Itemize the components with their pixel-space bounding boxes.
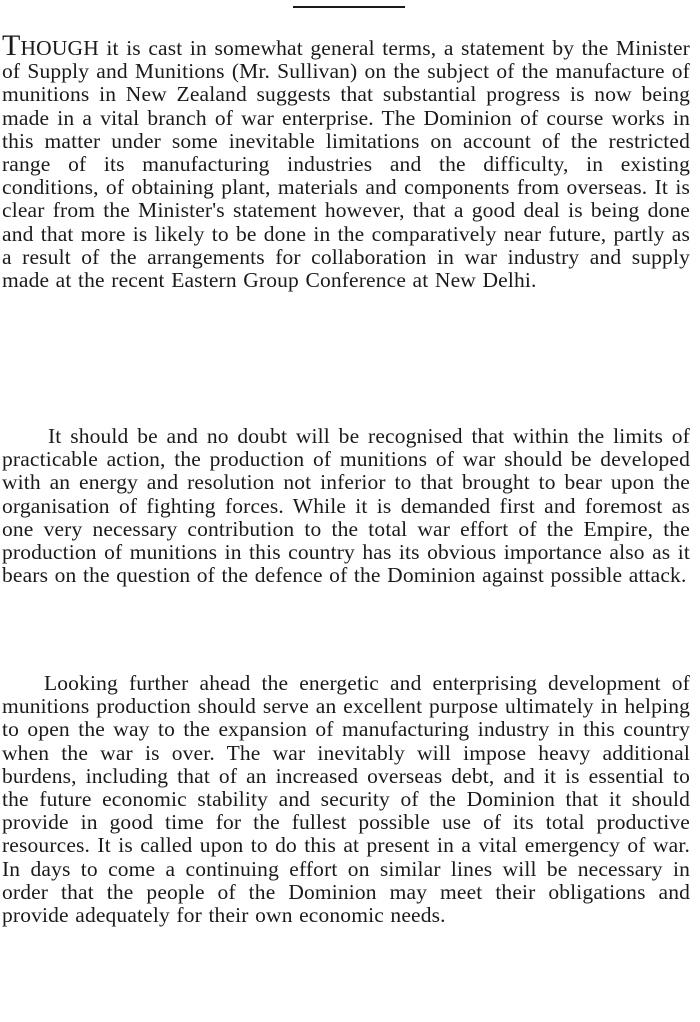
drop-cap: T (2, 29, 21, 62)
header-rule (293, 6, 405, 8)
paragraph-1 (2, 29, 690, 293)
paragraph-3: Looking further ahead the energetic and enterprising development of munitions production should serve an excellent purpose ultimately in helping to open the way to the expansion of manufacturing industry in this country when the war is over. The war inevitably will impose heavy additional burdens, including that of an increased overseas debt, and it is essential to the future economic stability and security of the Dominion that it should provide in good time for the fullest possible use of its total productive resources. It is called upon to do this at present in a vital emergency of war. In days to come a continuing effort on similar lines will be necessary in order that the people of the Dominion may meet their obligations and provide adequately for their own economic needs. (2, 671, 690, 928)
paragraph-2: It should be and no doubt will be recognised that within the limits of practicable action, the production of munitions of war should be developed with an energy and resolution not inferior to that brought to bear upon the organisation of fighting forces. While it is demanded first and foremost as one very necessary contribution to the total war effort of the Empire, the production of munitions in this country has its obvious importance also as it bears on the question of the defence of the Dominion against possible attack. (2, 424, 690, 588)
paragraph-1-first-line: HOUGH it is cast in somewhat general terms, a statement (20, 36, 545, 60)
paragraph-1-rest: by the Minister of Supply and Munitions (Mr. Sullivan) on the subject of the manufacture of munitions in New Zealand suggests that substantial progress is now being made in a vital branch of war enterprise. The Dominion of course works in this matter under some inevitable limitations on account of the restricted range of its manufacturing industries and the difficulty, in existing conditions, of obtaining plant, materials and components from overseas. It is clear from the Minister's statement however, that a good deal is being done and that more is likely to be done in the comparatively near future, partly as a result of the arrangements for collaboration in war industry and supply made at the recent Eastern Group Conference at New Delhi. (2, 36, 690, 293)
